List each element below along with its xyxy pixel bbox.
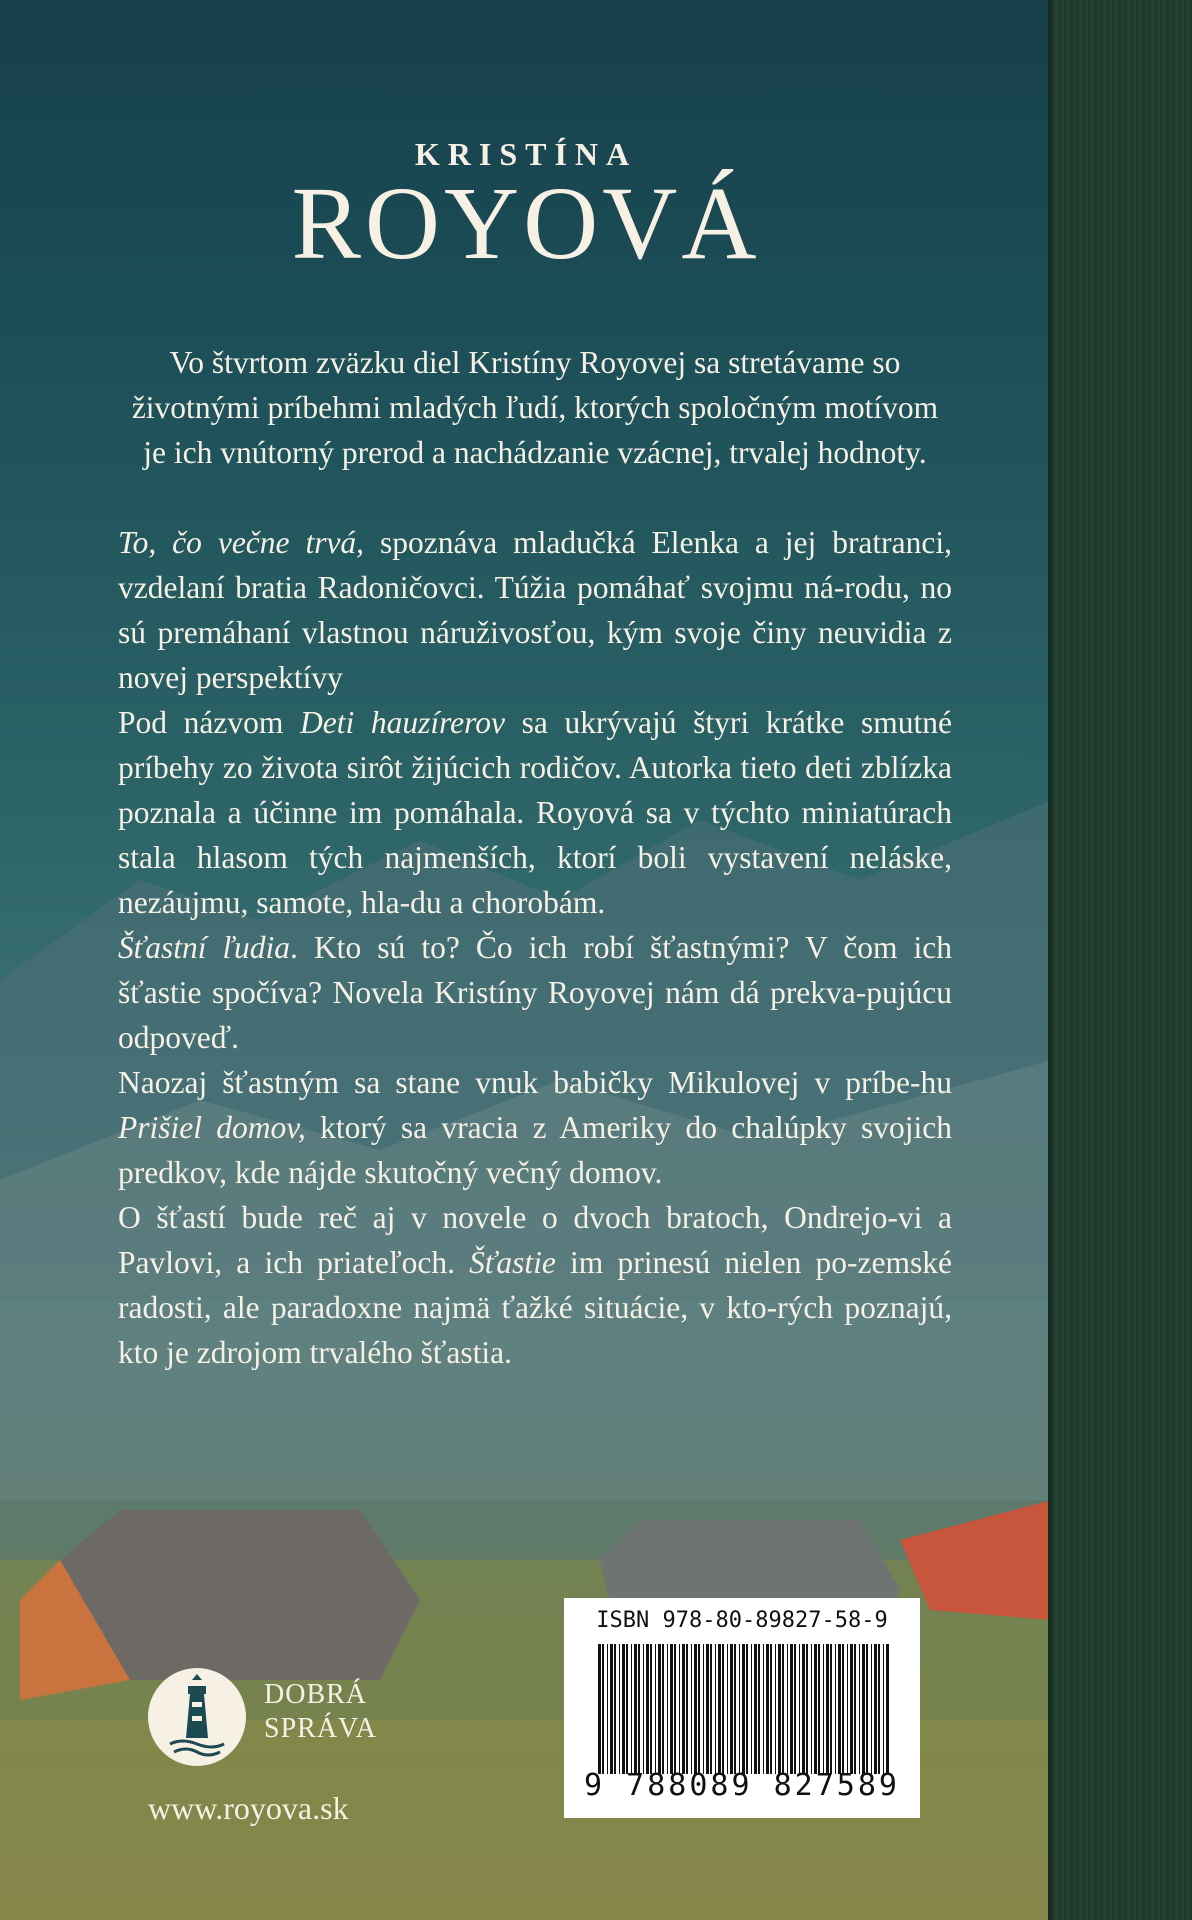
- barcode-bar: [619, 1644, 620, 1774]
- isbn-number: ISBN 978-80-89827-58-9: [596, 1608, 888, 1633]
- barcode-bar: [862, 1644, 865, 1774]
- blurb-paragraph-5: O šťastí bude reč aj v novele o dvoch bratoch, Ondrejo-vi a Pavlovi, a ich priateľoch. Šťastie im prinesú nielen po-zemské radosti, ale paradoxne najmä ťažké situácie, v kto-rých poznajú, kto je zdrojom trvalého šťastia.: [118, 1200, 952, 1370]
- barcode-bar: [814, 1644, 817, 1774]
- publisher-name: DOBRÁ SPRÁVA: [264, 1679, 377, 1744]
- barcode-bar: [670, 1644, 673, 1774]
- title-stastie: Šťastie: [469, 1245, 556, 1280]
- barcode-bar: [766, 1644, 769, 1774]
- barcode-bar: [751, 1644, 752, 1774]
- barcode-bar: [790, 1644, 793, 1774]
- barcode-bar: [742, 1644, 745, 1774]
- barcode-bar: [754, 1644, 757, 1774]
- barcode-bar: [811, 1644, 812, 1774]
- barcode-bar: [634, 1644, 637, 1774]
- barcode-bar: [838, 1644, 841, 1774]
- barcode-bar: [710, 1644, 712, 1774]
- barcode-bar: [662, 1644, 664, 1774]
- author-name: [0, 136, 1052, 281]
- barcode-bar: [703, 1644, 704, 1774]
- barcode-bar: [842, 1644, 844, 1774]
- barcode-bar: [871, 1644, 872, 1774]
- barcode-bar: [691, 1644, 692, 1774]
- barcode-bar: [818, 1644, 820, 1774]
- barcode-bar: [874, 1644, 877, 1774]
- barcode-bar: [610, 1644, 613, 1774]
- barcode-bar: [854, 1644, 856, 1774]
- blurb-intro: Vo štvrtom zväzku diel Kristíny Royovej sa stretávame so životnými príbehmi mladých ľudí, ktorých spoločným motívom je ich vnútorný prerod a nachádzanie vzácnej, trvalej hodnoty.: [131, 345, 939, 470]
- barcode-bar: [770, 1644, 772, 1774]
- ean-digits: 9 788089 827589: [584, 1768, 900, 1803]
- barcode-bar: [686, 1644, 688, 1774]
- barcode-bar: [835, 1644, 836, 1774]
- barcode-bar: [883, 1644, 884, 1774]
- barcode-bar: [758, 1644, 760, 1774]
- barcode-bar: [730, 1644, 733, 1774]
- barcode-bar: [622, 1644, 625, 1774]
- author-first-name: KRISTÍNA: [414, 136, 638, 172]
- barcode-bar: [715, 1644, 716, 1774]
- barcode-bar: [602, 1644, 604, 1774]
- barcode-bar: [739, 1644, 740, 1774]
- barcode-bar: [682, 1644, 685, 1774]
- blurb-text: [118, 340, 952, 1375]
- barcode-bar: [650, 1644, 652, 1774]
- barcode-bar: [658, 1644, 661, 1774]
- barcode-bar: [778, 1644, 781, 1774]
- blurb-paragraph-4: Naozaj šťastným sa stane vnuk babičky Mikulovej v príbe-hu Prišiel domov, ktorý sa vracia z Ameriky do chalúpky svojich predkov, kde nájde skutočný večný domov.: [118, 1065, 952, 1190]
- title-stastni-ludia: Šťastní ľudia: [118, 930, 290, 965]
- blurb-paragraph-3: Šťastní ľudia. Kto sú to? Čo ich robí šťastnými? V čom ich šťastie spočíva? Novela Kristíny Royovej nám dá prekva-pujúcu odpoveď.: [118, 930, 952, 1055]
- barcode-bar: [866, 1644, 868, 1774]
- barcode-bar: [794, 1644, 796, 1774]
- title-to-co-vecne-trva: To, čo večne trvá,: [118, 525, 365, 560]
- barcode-bar: [646, 1644, 649, 1774]
- barcode-bar: [706, 1644, 709, 1774]
- barcode-bar: [607, 1644, 608, 1774]
- barcode-bar: [734, 1644, 736, 1774]
- barcode-bar: [806, 1644, 808, 1774]
- barcode-bar: [679, 1644, 680, 1774]
- barcode-bar: [727, 1644, 728, 1774]
- barcode-bar: [718, 1644, 721, 1774]
- title-prisiel-domov: Prišiel domov,: [118, 1110, 306, 1145]
- barcode-bar: [667, 1644, 668, 1774]
- publisher-logo: [148, 1668, 398, 1768]
- barcode-bar: [850, 1644, 853, 1774]
- barcode-bar: [826, 1644, 829, 1774]
- website-url[interactable]: www.royova.sk: [148, 1790, 349, 1826]
- barcode-bar: [787, 1644, 788, 1774]
- barcode-bar: [614, 1644, 616, 1774]
- barcode-bar: [643, 1644, 644, 1774]
- barcode-bar: [847, 1644, 848, 1774]
- barcode-bar: [802, 1644, 805, 1774]
- book-spine: [1052, 0, 1192, 1920]
- barcode-bar: [859, 1644, 860, 1774]
- barcode-bar: [694, 1644, 697, 1774]
- blurb-paragraph-2: Pod názvom Deti hauzírerov sa ukrývajú štyri krátke smutné príbehy zo života sirôt žijúcich rodičov. Autorka tieto deti zblízka poznala a účinne im pomáhala. Royová sa v týchto miniatúrach stala hlasom tých najmenších, ktorí boli vystavení neláske, nezáujmu, samote, hla-du a chorobám.: [118, 705, 953, 920]
- barcode-bar: [830, 1644, 832, 1774]
- barcode-bar: [698, 1644, 700, 1774]
- barcode-bar: [631, 1644, 632, 1774]
- barcode-bar: [763, 1644, 764, 1774]
- barcode-bars: [594, 1644, 894, 1774]
- barcode-bar: [782, 1644, 784, 1774]
- title-deti-hauzirerov: Deti hauzírerov: [299, 705, 505, 740]
- barcode-bar: [775, 1644, 776, 1774]
- barcode-bar: [823, 1644, 824, 1774]
- barcode-bar: [655, 1644, 656, 1774]
- barcode-bar: [878, 1644, 880, 1774]
- lighthouse-icon: [148, 1668, 246, 1766]
- barcode-bar: [746, 1644, 748, 1774]
- blurb-paragraph-1: To, čo večne trvá, spoznáva mladučká Elenka a jej bratranci, vzdelaní bratia Radoničovci. Túžia pomáhať svojmu ná-rodu, no sú premáhaní vlastnou náruživosťou, kým svoje činy neuvidia z novej perspektívy: [118, 525, 952, 695]
- barcode-bar: [799, 1644, 800, 1774]
- barcode-bar: [638, 1644, 640, 1774]
- barcode-bar: [598, 1644, 601, 1774]
- isbn-barcode: [564, 1598, 920, 1818]
- barcode-bar: [674, 1644, 676, 1774]
- author-last-name: ROYOVÁ: [291, 166, 761, 281]
- barcode-bar: [626, 1644, 628, 1774]
- barcode-bar: [886, 1644, 889, 1774]
- barcode-bar: [722, 1644, 724, 1774]
